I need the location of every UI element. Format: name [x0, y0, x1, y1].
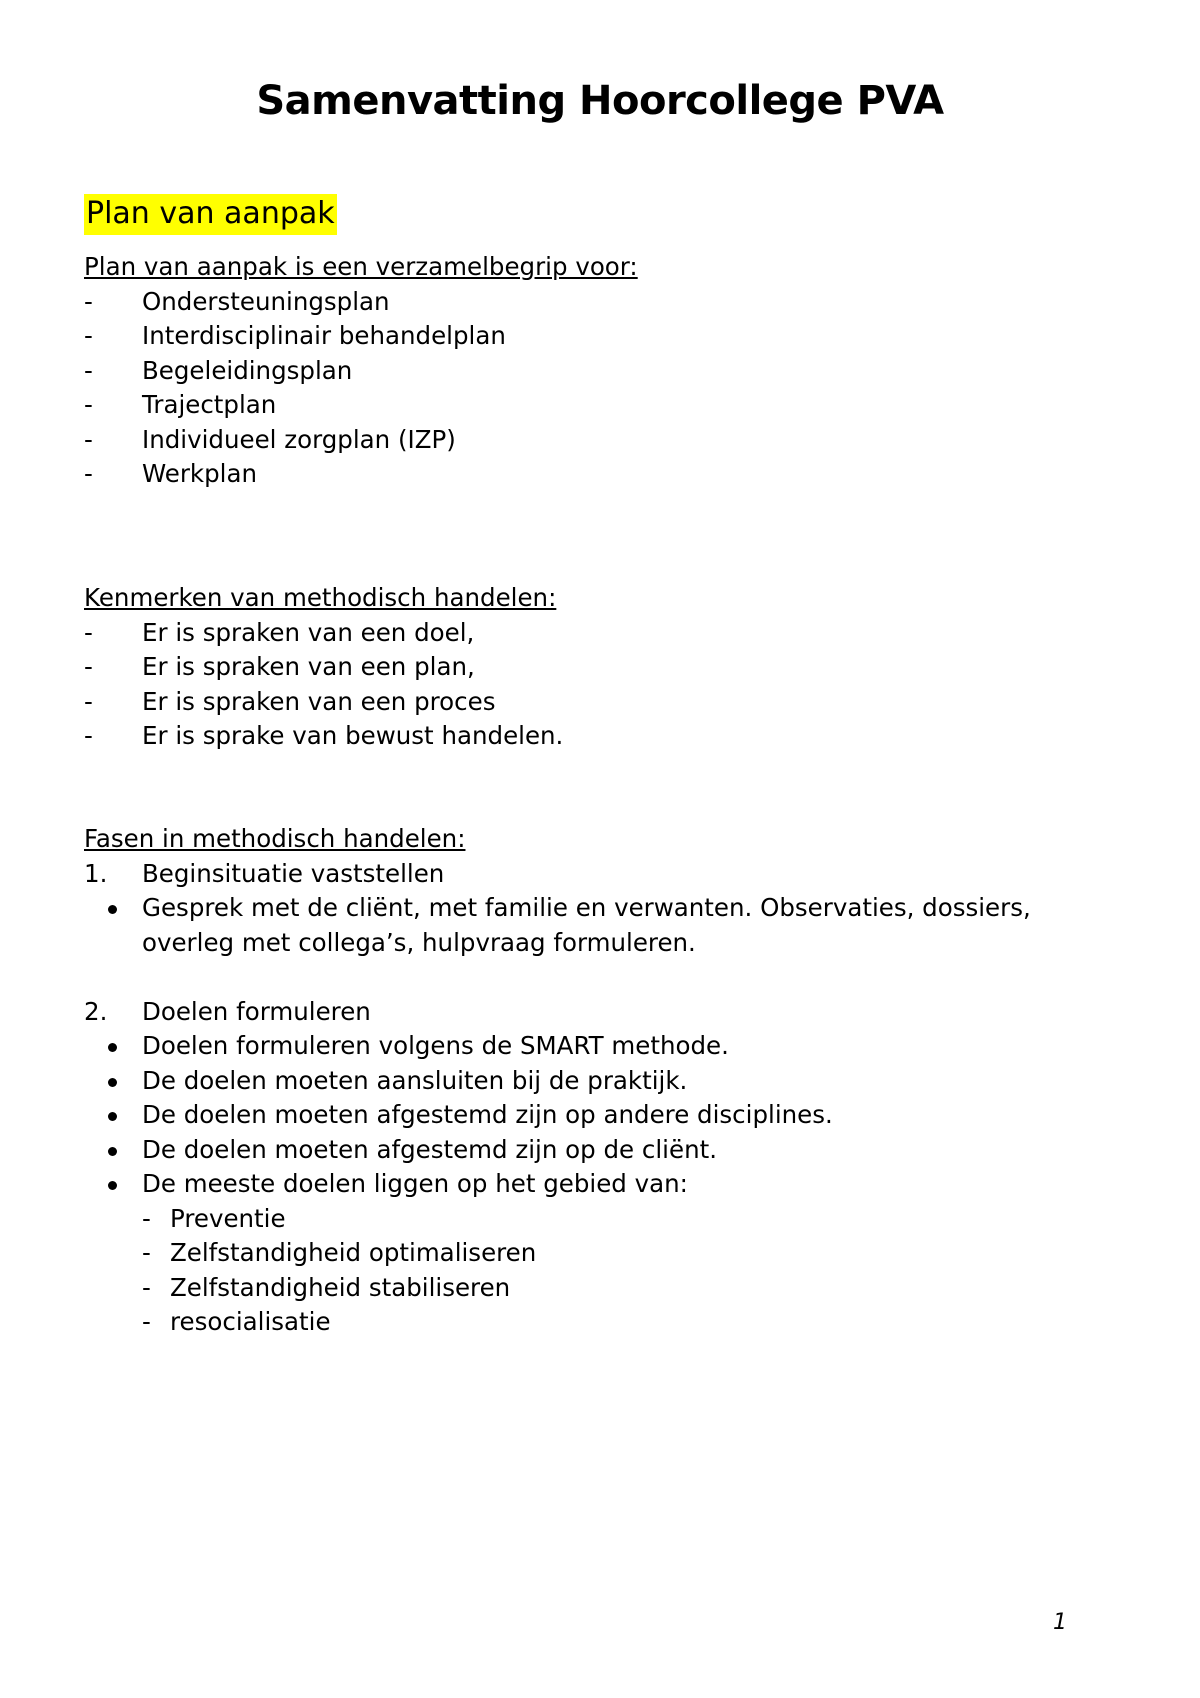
- list-item: - Er is sprake van bewust handelen.: [84, 721, 564, 750]
- bullet-icon: [108, 1043, 117, 1052]
- list-item: - Er is spraken van een doel,: [84, 617, 475, 647]
- fasen-section: [84, 822, 1031, 1340]
- list-item: Doelen formuleren volgens de SMART methode.: [84, 1029, 1004, 1064]
- list-item: De doelen moeten afgestemd zijn op andere disciplines.: [84, 1098, 1004, 1133]
- fasen-intro: Fasen in methodisch handelen:: [84, 824, 466, 853]
- section-heading: [84, 196, 337, 231]
- step-2: 2. Doelen formuleren: [84, 996, 371, 1026]
- bullet-icon: [108, 1078, 117, 1087]
- list-item: Gesprek met de cliënt, met familie en verwanten. Observaties, dossiers, overleg met collega’s, hulpvraag formuleren.: [84, 891, 1004, 960]
- sub-list-item: - Preventie: [142, 1203, 286, 1233]
- list-item: De doelen moeten afgestemd zijn op de cliënt.: [84, 1133, 1004, 1168]
- list-item: De meeste doelen liggen op het gebied van:: [84, 1167, 1004, 1202]
- step-1: 1. Beginsituatie vaststellen: [84, 858, 445, 888]
- list-item: - Er is spraken van een proces: [84, 686, 496, 716]
- bullet-icon: [108, 1112, 117, 1121]
- sub-list-item: - Zelfstandigheid optimaliseren: [142, 1238, 537, 1267]
- list-item: De doelen moeten aansluiten bij de praktijk.: [84, 1064, 1004, 1099]
- list-item: - Trajectplan: [84, 390, 277, 419]
- sub-list-item: - resocialisatie: [142, 1307, 331, 1336]
- bullet-icon: [108, 1181, 117, 1190]
- bullet-icon: [108, 1147, 117, 1156]
- section-heading-text: Plan van aanpak: [84, 194, 337, 235]
- kenmerken-intro: Kenmerken van methodisch handelen:: [84, 583, 557, 612]
- list-item: - Individueel zorgplan (IZP): [84, 424, 456, 454]
- list-item: - Er is spraken van een plan,: [84, 652, 475, 681]
- list-item: - Begeleidingsplan: [84, 355, 353, 385]
- plan-intro: Plan van aanpak is een verzamelbegrip voor:: [84, 252, 638, 281]
- bullet-icon: [108, 905, 117, 914]
- document-title: Samenvatting Hoorcollege PVA: [256, 78, 944, 124]
- kenmerken-section: [84, 581, 564, 754]
- list-item: - Ondersteuningsplan: [84, 286, 390, 316]
- spacer: [84, 960, 1004, 995]
- plan-section: [84, 250, 638, 492]
- page-number: 1: [1053, 1610, 1067, 1635]
- list-item: - Werkplan: [84, 459, 258, 488]
- sub-list-item: - Zelfstandigheid stabiliseren: [142, 1272, 511, 1302]
- list-item: - Interdisciplinair behandelplan: [84, 321, 506, 350]
